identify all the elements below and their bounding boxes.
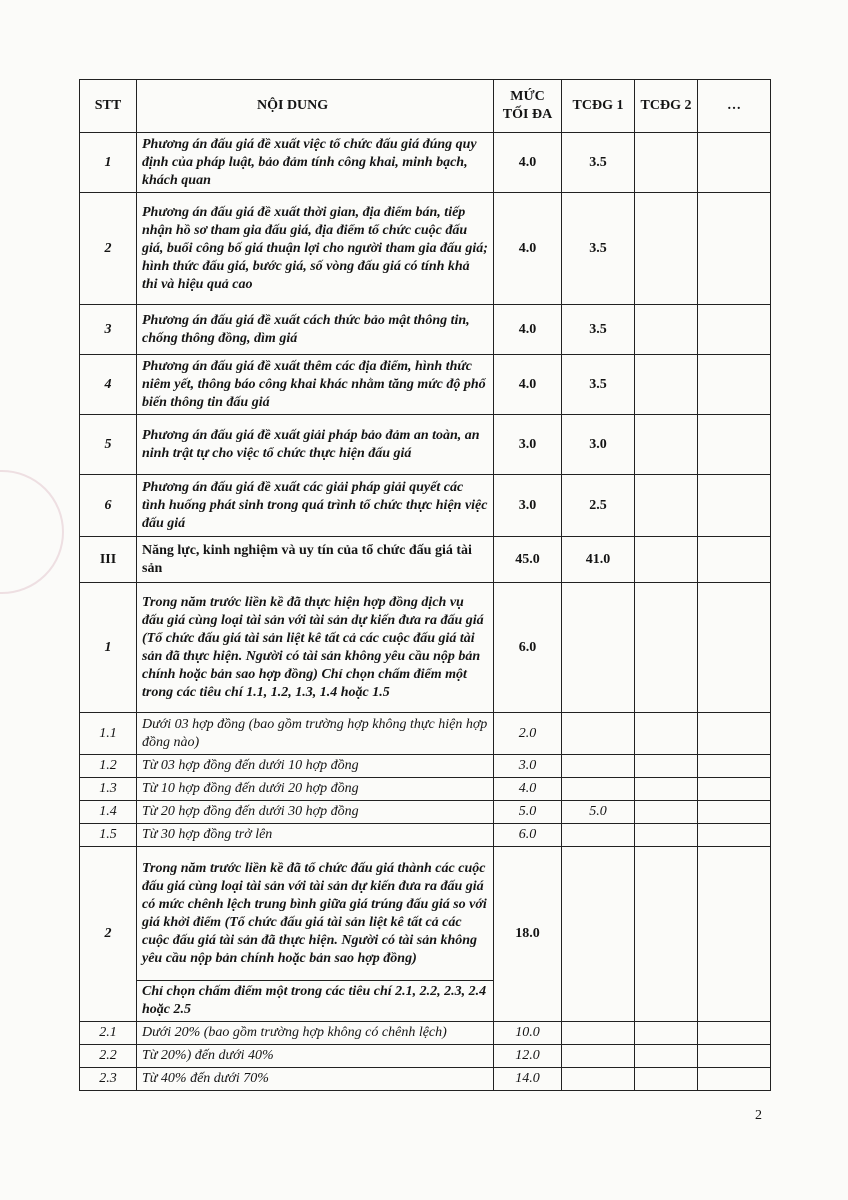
table-row xyxy=(80,1045,771,1068)
row-tcdg1: 3.5 xyxy=(562,193,635,305)
table-row-section xyxy=(80,537,771,583)
row-max: 5.0 xyxy=(494,801,562,824)
row-tcdg2 xyxy=(635,133,698,193)
row-stt: 5 xyxy=(80,415,137,475)
row-tcdg1 xyxy=(562,847,635,1022)
row-max: 4.0 xyxy=(494,133,562,193)
row-tcdg1 xyxy=(562,1022,635,1045)
table-row xyxy=(80,133,771,193)
row-tcdg1 xyxy=(562,824,635,847)
row-content: Từ 20 hợp đồng đến dưới 30 hợp đồng xyxy=(137,801,494,824)
page-number: 2 xyxy=(755,1108,762,1123)
row-stt: 4 xyxy=(80,355,137,415)
row-content-note: Chỉ chọn chấm điểm một trong các tiêu chí 2.1, 2.2, 2.3, 2.4 hoặc 2.5 xyxy=(137,981,494,1022)
row-stt: 1 xyxy=(80,133,137,193)
row-tcdg1: 41.0 xyxy=(562,537,635,583)
row-tcdg2 xyxy=(635,1022,698,1045)
row-content: Phương án đấu giá đề xuất thêm các địa điểm, hình thức niêm yết, thông báo công khai khác nhằm tăng mức độ phổ biến thông tin đấu giá xyxy=(137,355,494,415)
row-content: Phương án đấu giá đề xuất việc tổ chức đấu giá đúng quy định của pháp luật, bảo đảm tính công khai, minh bạch, khách quan xyxy=(137,133,494,193)
row-stt: 2 xyxy=(80,847,137,1022)
header-row xyxy=(80,80,771,133)
table-row xyxy=(80,847,771,981)
row-more xyxy=(698,1068,771,1091)
row-more xyxy=(698,193,771,305)
table-row xyxy=(80,824,771,847)
row-max: 2.0 xyxy=(494,713,562,755)
row-tcdg2 xyxy=(635,305,698,355)
row-tcdg2 xyxy=(635,713,698,755)
row-max: 45.0 xyxy=(494,537,562,583)
row-more xyxy=(698,475,771,537)
table-row xyxy=(80,1022,771,1045)
row-more xyxy=(698,1022,771,1045)
table-row xyxy=(80,415,771,475)
row-more xyxy=(698,713,771,755)
row-stt: 1.5 xyxy=(80,824,137,847)
row-stt: 1.3 xyxy=(80,778,137,801)
row-content: Phương án đấu giá đề xuất giải pháp bảo đảm an toàn, an ninh trật tự cho việc tổ chức thực hiện đấu giá xyxy=(137,415,494,475)
row-tcdg2 xyxy=(635,537,698,583)
row-max: 4.0 xyxy=(494,305,562,355)
row-stt: 2.3 xyxy=(80,1068,137,1091)
row-tcdg2 xyxy=(635,193,698,305)
row-more xyxy=(698,801,771,824)
table-row xyxy=(80,778,771,801)
row-max: 3.0 xyxy=(494,755,562,778)
table-row xyxy=(80,305,771,355)
row-tcdg1 xyxy=(562,778,635,801)
row-content: Phương án đấu giá đề xuất thời gian, địa điểm bán, tiếp nhận hồ sơ tham gia đấu giá, địa điểm tổ chức cuộc đấu giá, buổi công bố giá thuận lợi cho người tham gia đấu giá; hình thức đấu giá, bước giá, số vòng đấu giá có tính khả thi và hiệu quả cao xyxy=(137,193,494,305)
row-content: Dưới 20% (bao gồm trường hợp không có chênh lệch) xyxy=(137,1022,494,1045)
table-row xyxy=(80,801,771,824)
row-content: Trong năm trước liền kề đã tổ chức đấu giá thành các cuộc đấu giá cùng loại tài sản với tài sản dự kiến đưa ra đấu giá có mức chênh lệch trung bình giữa giá trúng đấu giá so với giá khởi điểm (Tổ chức đấu giá tài sản liệt kê tất cả các cuộc đấu giá tài sản đã thực hiện. Người có tài sản không yêu cầu nộp bản chính hoặc bản sao hợp đồng) xyxy=(137,847,494,981)
row-tcdg1: 3.5 xyxy=(562,133,635,193)
row-stt: 1.1 xyxy=(80,713,137,755)
row-tcdg1 xyxy=(562,1045,635,1068)
row-tcdg1 xyxy=(562,713,635,755)
row-stt: 3 xyxy=(80,305,137,355)
header-content: NỘI DUNG xyxy=(137,80,494,133)
table-row xyxy=(80,355,771,415)
row-stt: 1.2 xyxy=(80,755,137,778)
row-stt: 2.1 xyxy=(80,1022,137,1045)
row-max: 6.0 xyxy=(494,824,562,847)
row-max: 14.0 xyxy=(494,1068,562,1091)
row-content: Từ 10 hợp đồng đến dưới 20 hợp đồng xyxy=(137,778,494,801)
row-tcdg1 xyxy=(562,583,635,713)
row-tcdg1: 5.0 xyxy=(562,801,635,824)
row-max: 3.0 xyxy=(494,475,562,537)
row-stt: 6 xyxy=(80,475,137,537)
table-row xyxy=(80,583,771,713)
row-max: 4.0 xyxy=(494,355,562,415)
row-content: Dưới 03 hợp đồng (bao gồm trường hợp không thực hiện hợp đồng nào) xyxy=(137,713,494,755)
row-tcdg2 xyxy=(635,801,698,824)
header-max: MỨC TỐI ĐA xyxy=(494,80,562,133)
row-tcdg2 xyxy=(635,755,698,778)
header-tcdg1: TCĐG 1 xyxy=(562,80,635,133)
row-more xyxy=(698,778,771,801)
row-content: Từ 20%) đến dưới 40% xyxy=(137,1045,494,1068)
table-row xyxy=(80,1068,771,1091)
row-tcdg1: 2.5 xyxy=(562,475,635,537)
row-tcdg2 xyxy=(635,475,698,537)
row-more xyxy=(698,305,771,355)
row-more xyxy=(698,537,771,583)
row-tcdg1: 3.5 xyxy=(562,355,635,415)
header-more: … xyxy=(698,80,771,133)
row-tcdg1 xyxy=(562,1068,635,1091)
row-stt: 1.4 xyxy=(80,801,137,824)
row-content: Năng lực, kinh nghiệm và uy tín của tổ chức đấu giá tài sản xyxy=(137,537,494,583)
row-content: Từ 30 hợp đồng trở lên xyxy=(137,824,494,847)
row-tcdg1 xyxy=(562,755,635,778)
row-max: 6.0 xyxy=(494,583,562,713)
row-max: 18.0 xyxy=(494,847,562,1022)
row-content: Từ 40% đến dưới 70% xyxy=(137,1068,494,1091)
row-more xyxy=(698,847,771,1022)
table-row xyxy=(80,713,771,755)
table-row xyxy=(80,755,771,778)
row-stt: 1 xyxy=(80,583,137,713)
row-tcdg2 xyxy=(635,583,698,713)
header-stt: STT xyxy=(80,80,137,133)
row-more xyxy=(698,755,771,778)
row-max: 4.0 xyxy=(494,778,562,801)
row-more xyxy=(698,583,771,713)
scoring-table xyxy=(79,79,771,1091)
row-tcdg2 xyxy=(635,847,698,1022)
table-row xyxy=(80,475,771,537)
header-tcdg2: TCĐG 2 xyxy=(635,80,698,133)
row-tcdg1: 3.0 xyxy=(562,415,635,475)
row-more xyxy=(698,415,771,475)
row-stt: III xyxy=(80,537,137,583)
row-more xyxy=(698,824,771,847)
row-more xyxy=(698,355,771,415)
row-tcdg2 xyxy=(635,824,698,847)
faded-stamp xyxy=(0,470,64,594)
row-more xyxy=(698,133,771,193)
row-tcdg2 xyxy=(635,1045,698,1068)
table-row xyxy=(80,193,771,305)
row-tcdg2 xyxy=(635,1068,698,1091)
row-content: Từ 03 hợp đồng đến dưới 10 hợp đồng xyxy=(137,755,494,778)
row-max: 4.0 xyxy=(494,193,562,305)
row-more xyxy=(698,1045,771,1068)
row-max: 3.0 xyxy=(494,415,562,475)
row-content: Trong năm trước liền kề đã thực hiện hợp đồng dịch vụ đấu giá cùng loại tài sản với tài sản dự kiến đưa ra đấu giá (Tổ chức đấu giá tài sản liệt kê tất cả các cuộc đấu giá tài sản đã thực hiện. Người có tài sản không yêu cầu nộp bản chính hoặc bản sao hợp đồng) Chỉ chọn chấm điểm một trong các tiêu chí 1.1, 1.2, 1.3, 1.4 hoặc 1.5 xyxy=(137,583,494,713)
row-tcdg2 xyxy=(635,415,698,475)
row-stt: 2 xyxy=(80,193,137,305)
row-tcdg2 xyxy=(635,778,698,801)
row-tcdg2 xyxy=(635,355,698,415)
row-content: Phương án đấu giá đề xuất các giải pháp giải quyết các tình huống phát sinh trong quá trình tổ chức thực hiện việc đấu giá xyxy=(137,475,494,537)
row-max: 10.0 xyxy=(494,1022,562,1045)
row-tcdg1: 3.5 xyxy=(562,305,635,355)
row-max: 12.0 xyxy=(494,1045,562,1068)
row-content: Phương án đấu giá đề xuất cách thức bảo mật thông tin, chống thông đồng, dìm giá xyxy=(137,305,494,355)
row-stt: 2.2 xyxy=(80,1045,137,1068)
